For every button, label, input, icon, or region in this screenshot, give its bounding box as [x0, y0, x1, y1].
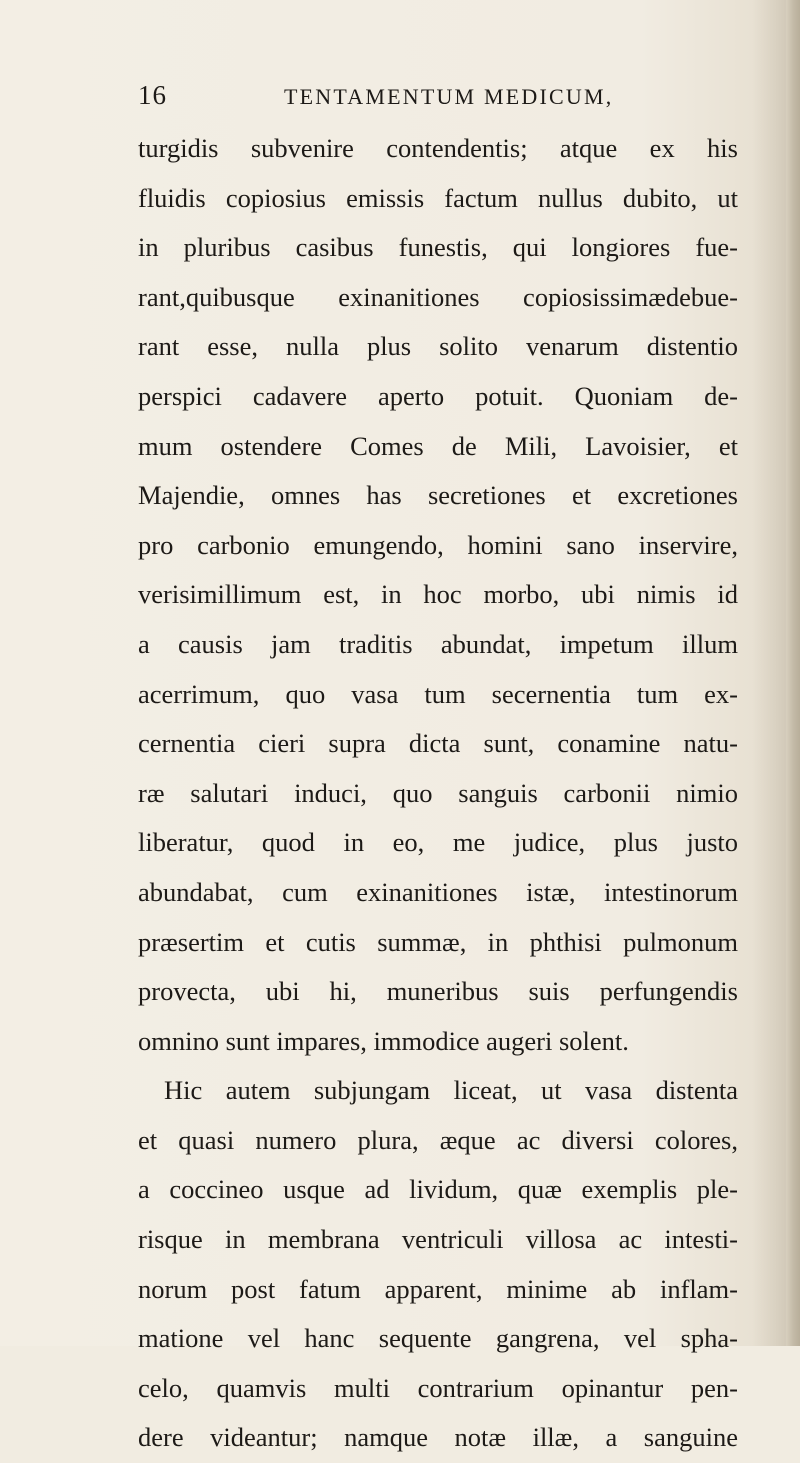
- running-title: TENTAMENTUM MEDICUM,: [284, 84, 614, 109]
- text-line: acerrimum, quo vasa tum secernentia tum ex-: [138, 678, 738, 709]
- running-head: [138, 80, 738, 120]
- text-line: a coccineo usque ad lividum, quæ exemplis ple-: [138, 1174, 738, 1205]
- text-line: in pluribus casibus funestis, qui longiores fue-: [138, 232, 738, 263]
- text-line: rant,quibusque exinanitiones copiosissimædebue-: [138, 281, 738, 312]
- text-line: liberatur, quod in eo, me judice, plus justo: [138, 827, 738, 858]
- text-line: rant esse, nulla plus solito venarum distentio: [138, 331, 738, 362]
- text-line: a causis jam traditis abundat, impetum illum: [138, 628, 738, 659]
- text-line: fluidis copiosius emissis factum nullus dubito, ut: [138, 182, 738, 213]
- text-line: matione vel hanc sequente gangrena, vel spha-: [138, 1323, 738, 1354]
- page-number: 16: [138, 80, 167, 110]
- text-line: verisimillimum est, in hoc morbo, ubi nimis id: [138, 579, 738, 610]
- text-line: Majendie, omnes has secretiones et excretiones: [138, 480, 738, 511]
- text-line: omnino sunt impares, immodice augeri solent.: [138, 1025, 629, 1056]
- text-line: turgidis subvenire contendentis; atque ex his: [138, 133, 738, 163]
- text-line: et quasi numero plura, æque ac diversi colores,: [138, 1124, 738, 1155]
- text-line: dere videantur; namque notæ illæ, a sanguine: [138, 1422, 738, 1453]
- paragraph-start-line: Hic autem subjungam liceat, ut vasa distenta: [164, 1075, 738, 1106]
- text-line: pro carbonio emungendo, homini sano inservire,: [138, 529, 738, 560]
- text-line: abundabat, cum exinanitiones istæ, intestinorum: [138, 876, 738, 907]
- text-line: norum post fatum apparent, minime ab inflam-: [138, 1273, 738, 1304]
- text-line: celo, quamvis multi contrarium opinantur pen-: [138, 1372, 738, 1403]
- text-line: perspici cadavere aperto potuit. Quoniam de-: [138, 380, 738, 411]
- text-line: præsertim et cutis summæ, in phthisi pulmonum: [138, 926, 738, 957]
- text-line: risque in membrana ventriculi villosa ac intesti-: [138, 1224, 738, 1255]
- text-line: cernentia cieri supra dicta sunt, conamine natu-: [138, 728, 738, 759]
- text-line: provecta, ubi hi, muneribus suis perfungendis: [138, 976, 738, 1007]
- text-line: mum ostendere Comes de Mili, Lavoisier, et: [138, 430, 738, 461]
- page-edge-shadow: [786, 0, 800, 1346]
- body-text: [138, 124, 738, 1463]
- text-line: ræ salutari induci, quo sanguis carbonii nimio: [138, 777, 738, 808]
